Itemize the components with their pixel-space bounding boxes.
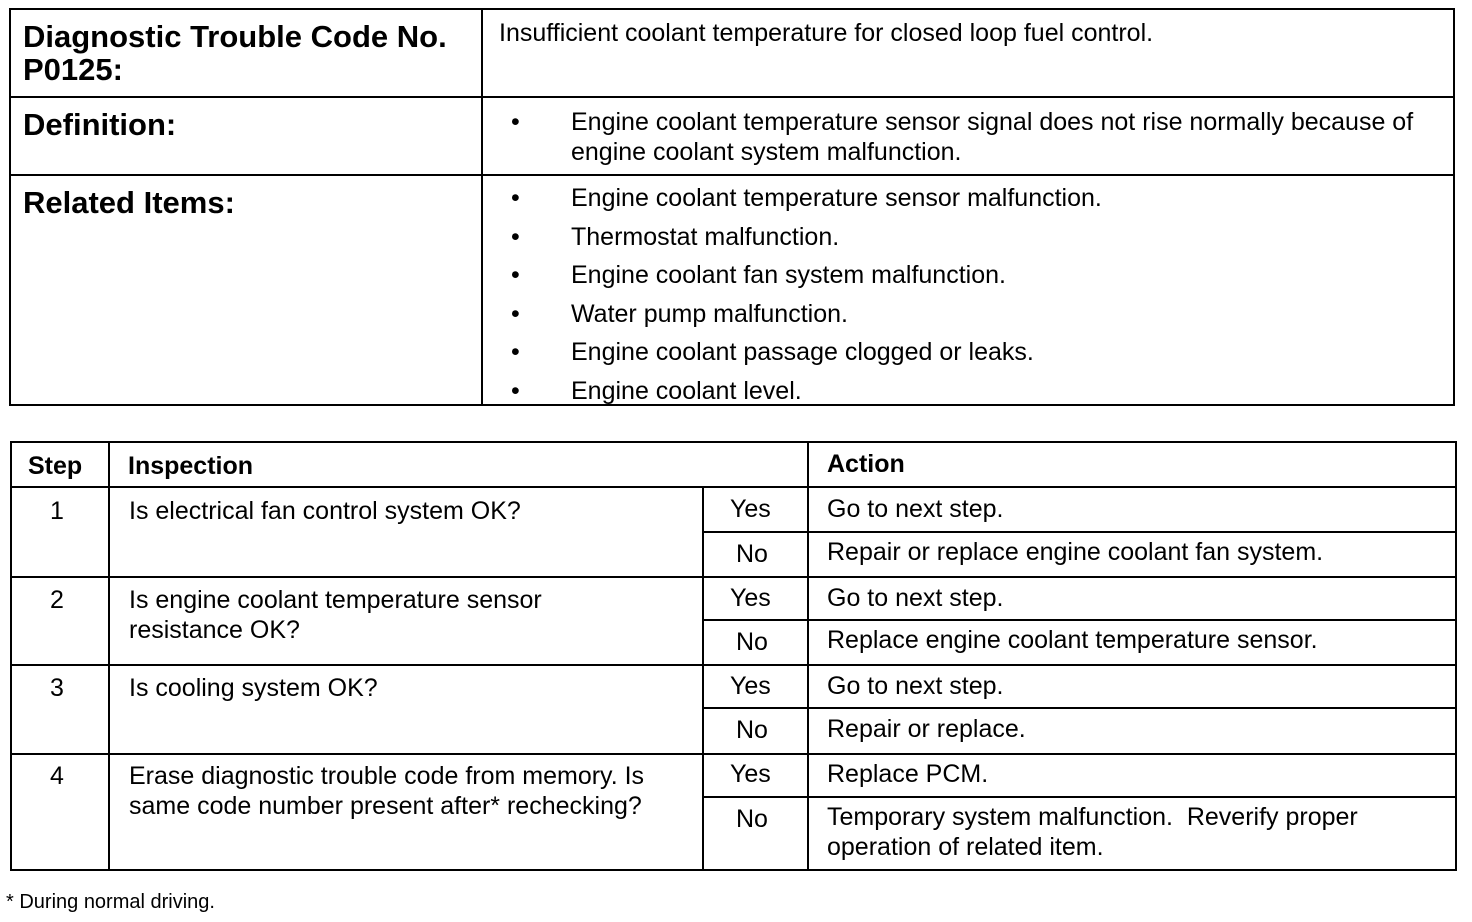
step-number: 4 [50,762,64,790]
related-items-row [11,176,1453,404]
related-item-text: Engine coolant passage clogged or leaks. [571,338,1034,366]
row-divider [12,664,1455,666]
inspection-steps-table [10,441,1457,871]
definition-label: Definition: [11,98,483,174]
dtc-code-row [11,10,1453,98]
yes-no-divider [702,796,1455,798]
step-column-divider [108,443,110,869]
related-item [483,183,1453,222]
step-number: 3 [50,674,64,702]
dtc-code-value: Insufficient coolant temperature for closed loop fuel control. [499,19,1154,47]
inspection-text: Erase diagnostic trouble code from memory. Is same code number present after* rechecking? [129,762,645,820]
no-action: Repair or replace engine coolant fan system. [827,538,1324,566]
no-label: No [736,628,768,656]
related-item [483,337,1453,376]
related-item [483,260,1453,299]
related-item-text: Engine coolant level. [571,376,802,405]
inspection-text: Is electrical fan control system OK? [129,497,521,525]
bullet-icon: • [511,108,520,136]
related-item-text: Engine coolant fan system malfunction. [571,261,1006,289]
no-label: No [736,540,768,568]
bullet-icon: • [511,184,520,212]
inspection-text: Is engine coolant temperature sensor resistance OK? [129,586,542,644]
no-label: No [736,716,768,744]
footnote: * During normal driving. [6,891,215,913]
inspection-text: Is cooling system OK? [129,674,378,702]
definition-list [483,98,1453,167]
related-item [483,299,1453,338]
yes-label: Yes [730,672,771,700]
no-action: Repair or replace. [827,715,1026,743]
definition-item-text: Engine coolant temperature sensor signal does not rise normally because of engine coolant system malfunction. [571,108,1414,166]
bullet-icon: • [511,338,520,366]
related-item-text: Engine coolant temperature sensor malfunction. [571,184,1102,212]
inspection-header: Inspection [128,452,254,480]
yes-no-divider [702,531,1455,533]
yes-action: Replace PCM. [827,760,989,788]
row-divider [12,576,1455,578]
yes-label: Yes [730,584,771,612]
answer-column-divider [807,443,809,869]
yes-label: Yes [730,495,771,523]
related-item [483,222,1453,261]
related-items-list [483,176,1453,414]
no-action: Temporary system malfunction. Reverify proper operation of related item. [827,803,1365,861]
row-divider [12,753,1455,755]
definition-item [483,107,1453,167]
related-items-label: Related Items: [11,176,483,404]
inspection-column-divider [702,486,704,869]
related-item [483,376,1453,415]
step-number: 2 [50,586,64,614]
definition-value-cell [483,98,1453,174]
dtc-code-label: Diagnostic Trouble Code No. P0125: [11,10,483,96]
step-header: Step [28,452,83,480]
definition-row [11,98,1453,176]
bullet-icon: • [511,222,520,251]
related-item-text: Water pump malfunction. [571,299,848,328]
yes-no-divider [702,619,1455,621]
related-item-text: Thermostat malfunction. [571,222,840,251]
dtc-info-table [9,8,1455,406]
yes-action: Go to next step. [827,495,1004,523]
dtc-code-value-cell [483,10,1453,96]
bullet-icon: • [511,261,520,289]
yes-action: Go to next step. [827,672,1004,700]
yes-label: Yes [730,760,771,788]
no-label: No [736,805,768,833]
header-divider [12,486,1455,488]
bullet-icon: • [511,299,520,328]
no-action: Replace engine coolant temperature sensor. [827,626,1318,654]
yes-no-divider [702,707,1455,709]
step-number: 1 [50,497,64,525]
action-header: Action [827,450,905,478]
related-items-value-cell [483,176,1453,404]
bullet-icon: • [511,376,520,405]
yes-action: Go to next step. [827,584,1004,612]
